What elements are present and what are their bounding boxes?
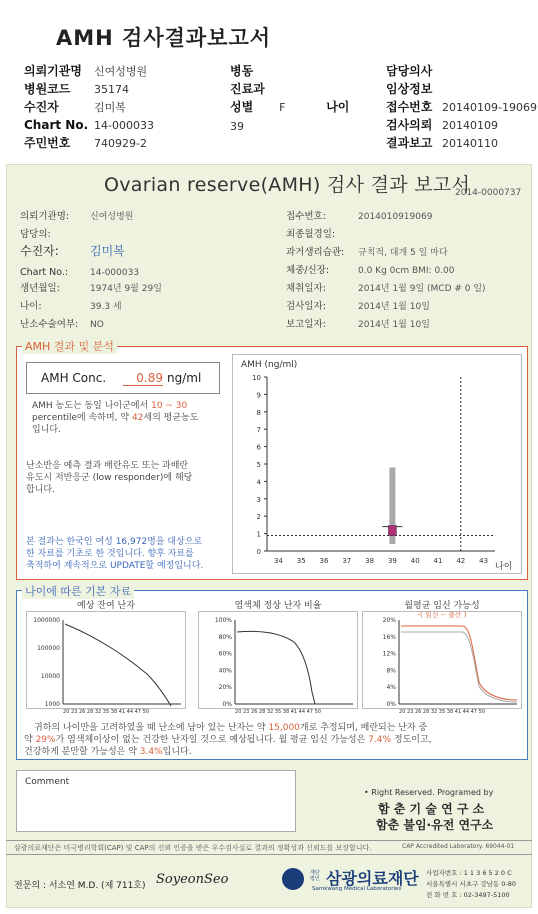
y-tick-label: 1000000 [33,617,60,624]
info-label: 과거생리습관: [286,247,345,258]
x-tick-label: 34 [273,557,283,565]
logo-en: Samkwang Medical Laboratories [312,886,402,892]
logo-icon [282,868,304,890]
logo-small: 재단 법인 [310,870,320,882]
basic-summary [24,722,524,758]
info-label: 수진자: [20,244,59,258]
x-tick-label: 39 [387,557,397,565]
info-value: 1974년 9월 29일 [90,284,162,294]
mini-chart-1 [26,598,186,715]
header-mid [230,60,370,133]
y-tick-label: 40% [218,667,232,675]
y-tick-label: 9 [256,391,261,400]
hdr-label: Chart No. [24,118,89,132]
series-line [401,626,517,700]
info-value: 14-000033 [90,268,140,278]
info-label: 생년월일: [20,283,60,294]
hdr-value: 20140110 [442,137,498,150]
mini-chart-2 [198,598,358,715]
addr-3: 전 화 번 호 : 02-3497-5100 [426,891,510,899]
y-tick-label: 1000 [44,701,60,708]
logo-name: 삼광의료재단 [326,869,419,888]
summary-text: 입니다. [162,747,192,757]
summary-text: 가 염색체이상이 없는 건강한 난자일 것으로 예상됩니다. 월 평균 임신 가능성은 [55,735,366,745]
summary-text: 정도이고, [393,735,432,745]
hdr-value: 20140109-19069 [442,101,537,114]
comment-box [16,770,296,832]
y-tick-label: 4% [386,684,396,692]
summary-text: 개로 추정되며, 배란되는 난자 중 [299,723,428,733]
x-tick-label: 41 [433,557,443,565]
y-tick-label: 10 [252,374,261,382]
hdr-value: 김미복 [94,101,126,114]
summary-eggs: 15,000 [268,723,300,733]
divider [6,854,532,855]
mini-xticks: 20 23 26 28 32 35 38 41 44 47 50 [235,709,321,715]
y-tick-label: 20% [218,684,232,692]
summary-text: 귀하의 나이만을 고려하였을 때 난소에 남아 있는 난자는 약 [34,723,266,733]
y-tick-label: 80% [218,633,232,641]
para-line: 난소반응 예측 결과 배란유도 또는 과배란 [26,461,189,471]
info-label: 의뢰기관명: [20,211,70,222]
y-tick-label: 0 [256,548,261,556]
info-label: 최종월경일: [286,229,336,240]
report-info-right [286,204,486,330]
info-value: 2014010919069 [358,212,433,222]
info-label: 채취일자: [286,283,326,294]
amh-ylabel: AMH (ng/ml) [241,360,298,370]
info-value: 2014년 1월 9일 (MCD # 0 일) [358,284,486,294]
info-value: 0.0 Kg 0cm BMI: 0.00 [358,266,455,276]
y-tick-label: 8 [256,408,261,417]
y-tick-label: 2 [256,513,261,522]
info-value: 신여성병원 [90,212,134,222]
info-label: 난소수술여부: [20,319,79,330]
amh-graph [232,354,522,574]
amh-conc-unit: ng/ml [167,371,202,385]
hdr-label: 임상정보 [386,82,433,96]
y-tick-label: 6 [256,443,261,452]
y-tick-label: 5 [256,461,261,469]
x-tick-label: 42 [456,557,466,565]
x-tick-label: 37 [342,557,352,565]
amh-conc-box [26,362,220,394]
amh-conc-value: 0.89 [123,371,163,386]
sex-label: 성별 [230,100,254,114]
y-tick-label: 100% [214,617,232,624]
info-label: 검사일자: [286,301,326,312]
remaining-eggs-chart [27,612,187,710]
hdr-label: 의뢰기관명 [24,64,82,78]
amh-conc-label: AMH Conc. [41,371,107,385]
hdr-label: 검사의뢰 [386,118,433,132]
addr-2: 서울특별시 서초구 강남동 0-80 [426,880,517,888]
summary-birth: 3.4% [139,747,163,757]
note-line: 한 자료를 기초로 한 것입니다. 향후 자료를 [26,549,194,559]
hdr-value: 14-000033 [94,119,154,132]
x-tick-label: 35 [296,557,306,565]
hdr-label: 병원코드 [24,82,71,96]
y-tick-label: 0% [386,701,396,708]
x-tick-label: 40 [410,557,420,565]
note-line: 축적하여 계속적으로 UPDATE할 예정입니다. [26,561,204,571]
amh-xlabel: 나이 [495,562,513,572]
mini-xticks: 20 23 26 28 32 35 38 41 44 47 50 [399,709,485,715]
mini-title: 예상 잔여 난자 [77,601,135,611]
org-name-1: 함 춘 기 술 연 구 소 [378,802,485,816]
info-value: NO [90,320,104,330]
ward-label: 병동 [230,64,254,78]
age-label: 나이 [326,100,350,114]
amh-para1 [32,400,228,436]
mini-title: 염색체 정상 난자 비율 [234,601,322,611]
doctor-signature: SoyeonSeo [156,872,229,887]
patient-name: 김미복 [90,244,125,258]
y-tick-label: 20% [382,617,396,624]
amh-section-title: AMH 결과 및 분석 [22,338,117,354]
summary-preg: 7.4% [368,735,392,745]
y-tick-label: 1 [256,530,261,539]
addr-1: 사업자번호 : 1 1 3 6 5 2 0 C [426,869,512,877]
header-left [24,60,154,150]
info-label: 접수번호: [286,211,326,222]
doctor-text: 전문의 : 서소연 M.D. (제 711호) [14,881,146,891]
age-value: 39 [230,120,244,133]
hdr-label: 수진자 [24,100,59,114]
info-label: 보고일자: [286,319,326,330]
y-tick-label: 10000 [40,673,60,680]
series-line [65,624,171,706]
y-tick-label: 16% [382,633,396,641]
page-title: AMH 검사결과보고서 [56,26,272,50]
hdr-label: 결과보고 [386,136,433,150]
para-text: 세의 평균농도 [143,413,199,423]
para-age: 42 [131,413,144,423]
para-line: 유도시 저반응군 (low responder)에 해당 [26,473,193,483]
mini-title: 월평균 임신 가능성 [404,601,480,611]
y-tick-label: 4 [256,478,261,487]
header-right [386,60,537,150]
hdr-value: 20140109 [442,119,498,132]
y-tick-label: 8% [386,667,396,675]
x-tick-label: 38 [365,557,375,565]
info-label: 체중/신장: [286,265,330,276]
hdr-value: 740929-2 [94,137,147,150]
cert-text: 삼광의료재단은 미국병리학회(CAP) 및 CAP의 신뢰 인증을 받은 우수검사실로 결과의 정확성과 신뢰도를 보장합니다. [14,844,372,852]
normal-egg-ratio-chart [199,612,359,710]
info-value: 39.3 세 [90,302,122,312]
pregnancy-chance-chart [363,612,523,710]
x-tick-label: 36 [319,557,329,565]
report-doc-id: 2014-0000737 [455,188,522,198]
series-line-2 [401,632,517,702]
info-label: 담당의: [20,229,51,240]
x-tick-label: 43 [479,557,489,565]
info-value: 2014년 1월 10일 [358,320,430,330]
hdr-label: 주민번호 [24,136,71,150]
comment-label: Comment [25,777,70,787]
y-tick-label: 100000 [37,645,60,652]
hdr-value: 신여성병원 [94,65,148,78]
summary-text: 건강하게 분만할 가능성은 약 [24,747,137,757]
mini-legend: -( 임신 -- 출산 ) [417,611,467,619]
para-text: percentile에 속하며, 약 [32,413,130,423]
y-tick-label: 60% [218,650,232,658]
para-line: 합니다. [26,485,55,495]
y-tick-label: 7 [256,426,261,435]
divider [6,840,532,841]
summary-text: 약 [24,735,33,745]
y-tick-label: 3 [256,495,261,504]
para-text: AMH 농도는 동일 나이군에서 [32,401,149,411]
info-label: 나이: [20,301,42,312]
info-label: Chart No.: [20,267,69,278]
hdr-value: 35174 [94,83,129,96]
hdr-label: 접수번호 [386,100,433,114]
y-tick-label: 0% [222,701,232,708]
hdr-label: 담당의사 [386,64,433,78]
mini-chart-3 [362,598,522,715]
amh-para2 [26,460,222,496]
amh-chart-svg [233,355,523,575]
info-value: 2014년 1월 10일 [358,302,430,312]
report-title: Ovarian reserve(AMH) 검사 결과 보고서 [104,174,471,196]
mini-xticks: 20 23 26 28 32 35 38 41 44 47 50 [63,709,149,715]
para-range: 10 ~ 30 [151,401,188,411]
para-text: 입니다. [32,425,61,435]
y-tick-label: 12% [382,650,396,658]
dept-label: 진료과 [230,82,265,96]
sex-value: F [279,101,286,114]
series-line [237,631,353,704]
org-name-2: 함춘 불임·유전 연구소 [376,818,494,832]
basic-section-title: 나이에 따른 기본 자료 [22,583,134,599]
info-value: 규칙적, 대개 5 일 마다 [358,248,448,258]
note-line: 본 결과는 한국인 여성 16,972명을 대상으로 [26,537,203,547]
rights-text: • Right Reserved. Programed by [364,788,494,797]
patient-value-marker [388,526,396,536]
summary-normal: 29% [35,735,56,745]
amh-note [26,536,232,572]
report-info-left [20,204,162,330]
cap-text: CAP Accredited Laboratory. 69044-01 [402,843,515,850]
